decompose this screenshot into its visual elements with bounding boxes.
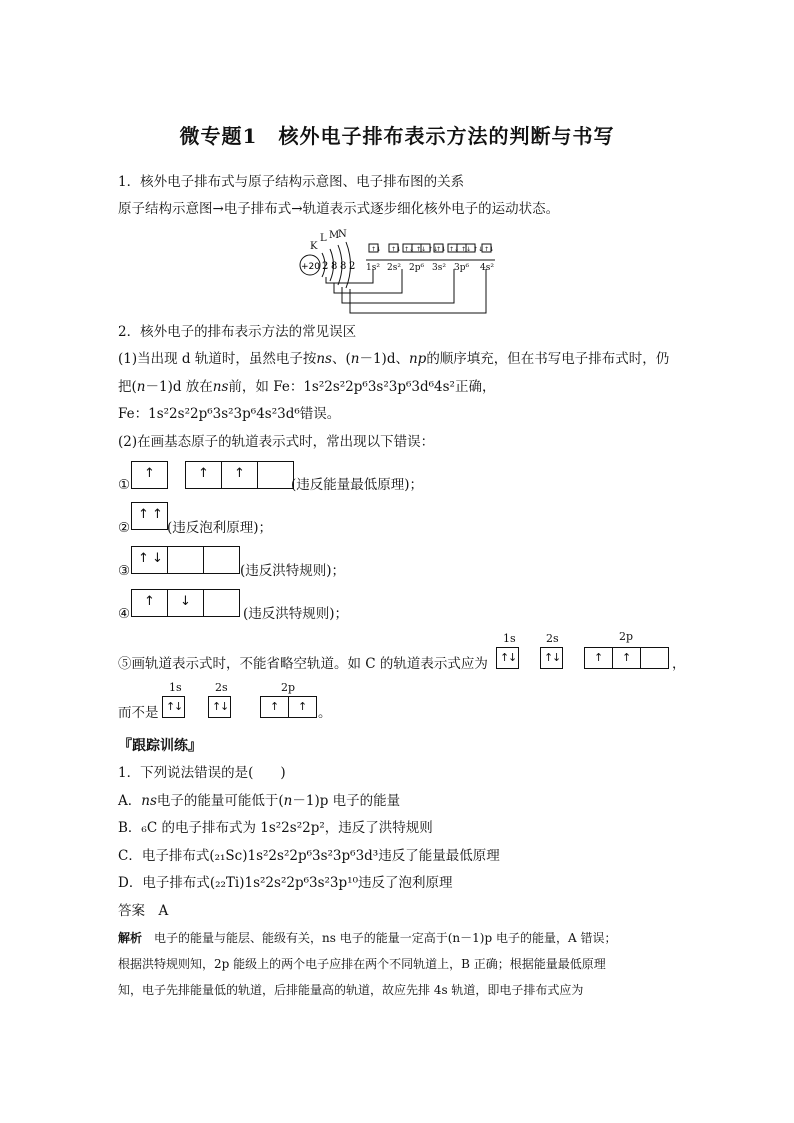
orbital-label-4s: 4s² <box>480 263 494 273</box>
page-title: 微专题1 核外电子排布表示方法的判断与书写 <box>179 124 615 148</box>
option-d: D．电子排布式(₂₂Ti)1s²2s²2p⁶3s²3p¹⁰违反了泡利原理 <box>118 875 453 891</box>
error2-number: ② <box>118 520 131 536</box>
shell-label-l: L <box>320 233 327 244</box>
error5-period: 。 <box>318 705 332 721</box>
correct-orbital-2s: ↑ ↓ <box>540 647 563 669</box>
error1-number: ① <box>118 477 131 493</box>
orbital-label-3p: 3p⁶ <box>454 263 470 273</box>
section1-heading: 1．核外电子排布式与原子结构示意图、电子排布图的关系 <box>118 174 465 190</box>
nucleus-charge: +20 <box>301 262 320 272</box>
error4-text: (违反洪特规则)； <box>243 606 349 622</box>
correct-label-1s: 1s <box>503 632 516 645</box>
correct-orbital-2p: ↑ ↑ <box>584 647 669 669</box>
correct-label-2s: 2s <box>546 632 559 645</box>
error1-orbital-1s: ↑ <box>131 461 168 489</box>
svg-text:↑↓: ↑↓ <box>391 246 402 253</box>
svg-text:↑↓: ↑↓ <box>371 246 382 253</box>
section1-line: 原子结构示意图→电子排布式→轨道表示式逐步细化核外电子的运动状态。 <box>118 201 560 217</box>
question-1: 1．下列说法错误的是( ) <box>118 765 286 781</box>
error3-text: (违反洪特规则)； <box>240 563 346 579</box>
section2-heading: 2．核外电子的排布表示方法的常见误区 <box>118 324 357 340</box>
atomic-structure-diagram <box>290 225 510 320</box>
practice-tag: 『跟踪训练』 <box>118 738 202 754</box>
svg-text:↑↓ ↑↓ ↑↓: ↑↓ ↑↓ ↑↓ <box>449 246 483 253</box>
correct-orbital-1s: ↑ ↓ <box>496 647 519 669</box>
shell-label-m: M <box>329 230 340 241</box>
orbital-label-2s: 2s² <box>387 263 401 273</box>
shell-label-n: N <box>338 229 347 240</box>
error3-number: ③ <box>118 563 131 579</box>
answer: 答案 A <box>118 903 169 919</box>
section2-p2: 把(n－1)d 放在ns前，如 Fe：1s²2s²2p⁶3s²3p⁶3d⁶4s²正确， <box>118 379 496 395</box>
error1-text: (违反能量最低原理)； <box>291 477 424 493</box>
svg-text:↑↓: ↑↓ <box>484 246 495 253</box>
explanation-line-2: 根据洪特规则知，2p 能级上的两个电子应排在两个不同轨道上，B 正确；根据能量最低原理 <box>118 957 606 971</box>
error5-text: ⑤画轨道表示式时，不能省略空轨道。如 C 的轨道表示式应为 <box>118 656 488 672</box>
error3-orbital: ↑ ↓ <box>131 546 240 574</box>
shell-label-k: K <box>310 241 318 252</box>
wrong-label-2s: 2s <box>215 681 228 694</box>
shell-count-l: 8 <box>331 261 338 272</box>
option-b: B．₆C 的电子排布式为 1s²2s²2p²，违反了洪特规则 <box>118 820 433 836</box>
error5-comma: ， <box>672 656 686 672</box>
error2-orbital: ↑ ↑ <box>131 502 168 530</box>
wrong-orbital-2s: ↑ ↓ <box>208 696 231 718</box>
section2-p1: (1)当出现 d 轨道时，虽然电子按ns、(n－1)d、np的顺序填充，但在书写电子排布式时，仍 <box>118 351 670 367</box>
svg-text:↑↓ ↑↓ ↑↓: ↑↓ ↑↓ ↑↓ <box>404 246 438 253</box>
error4-number: ④ <box>118 606 131 622</box>
orbital-label-2p: 2p⁶ <box>409 263 425 273</box>
orbital-label-1s: 1s² <box>366 263 380 273</box>
error2-text: (违反泡利原理)； <box>167 520 273 536</box>
wrong-label-2p: 2p <box>281 681 296 694</box>
orbital-label-3s: 3s² <box>432 263 446 273</box>
option-c: C．电子排布式(₂₁Sc)1s²2s²2p⁶3s²3p⁶3d³违反了能量最低原理 <box>118 848 500 864</box>
error4-orbital: ↑ ↓ <box>131 589 240 617</box>
shell-count-m: 8 <box>340 261 347 272</box>
correct-label-2p: 2p <box>619 630 634 643</box>
wrong-orbital-2p: ↑ ↑ <box>260 696 317 718</box>
shell-count-n: 2 <box>349 261 356 272</box>
section2-p3: Fe：1s²2s²2p⁶3s²3p⁶4s²3d⁶错误。 <box>118 406 341 422</box>
error1-orbital-2p: ↑ ↑ <box>185 461 294 489</box>
error5-not-text: 而不是 <box>118 705 159 721</box>
explanation-line-1: 解析 电子的能量与能层、能级有关，ns 电子的能量一定高于(n－1)p 电子的能量，A 错误； <box>118 931 617 945</box>
svg-text:↑↓: ↑↓ <box>436 246 447 253</box>
option-a: A．ns电子的能量可能低于(n－1)p 电子的能量 <box>118 793 401 809</box>
wrong-orbital-1s: ↑ ↓ <box>162 696 185 718</box>
shell-count-k: 2 <box>322 261 329 272</box>
explanation-line-3: 知，电子先排能量低的轨道，后排能量高的轨道，故应先排 4s 轨道，即电子排布式应为 <box>118 983 584 997</box>
wrong-label-1s: 1s <box>169 681 182 694</box>
section2-p4: (2)在画基态原子的轨道表示式时，常出现以下错误： <box>118 434 435 450</box>
